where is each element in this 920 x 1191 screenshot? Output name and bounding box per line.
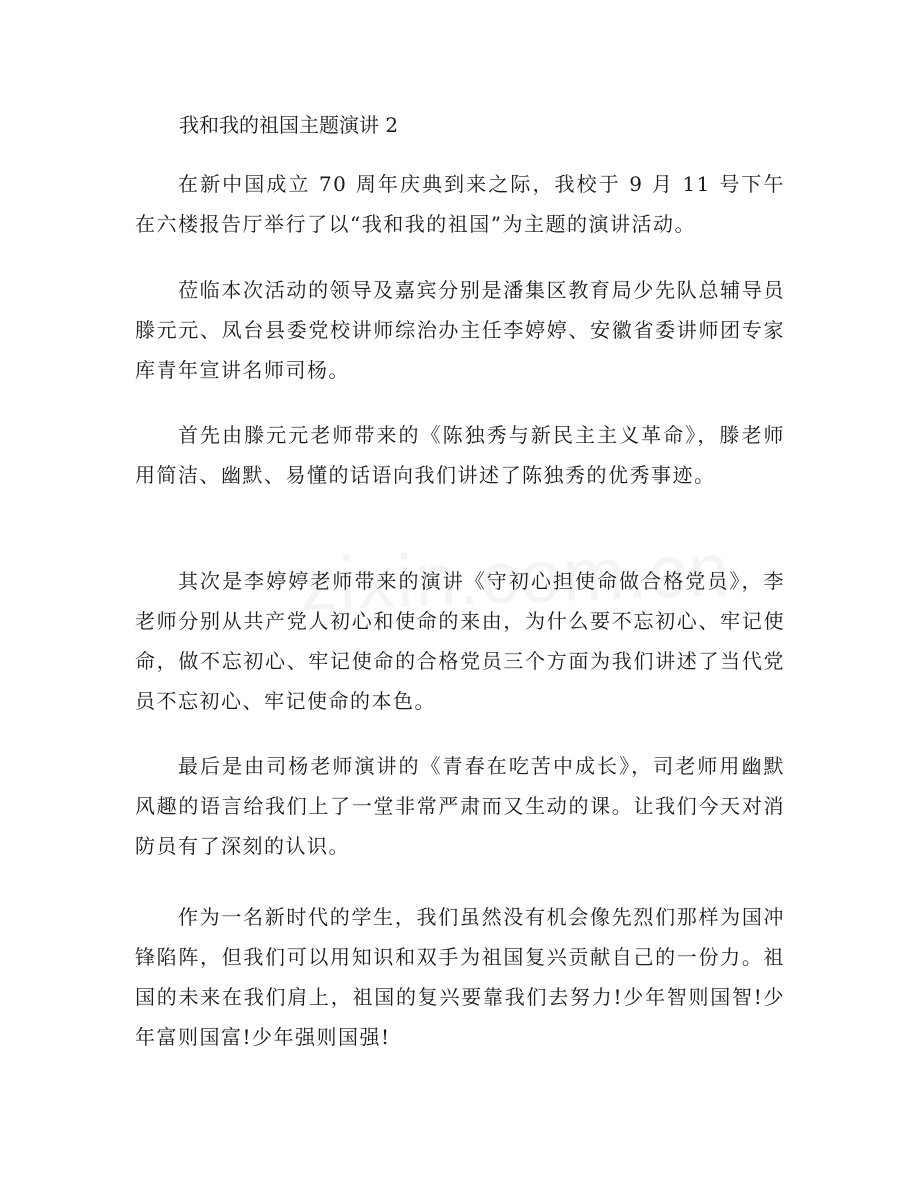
document-title: 我和我的祖国主题演讲 2 [179,113,399,137]
paragraph-conclusion: 作为一名新时代的学生，我们虽然没有机会像先烈们那样为国冲锋陷阵，但我们可以用知识和双手为祖国复兴贡献自己的一份力。祖国的未来在我们肩上，祖国的复兴要靠我们去努力!少年智则国智!少年富则国富!少年强则国强! [135,905,785,1049]
paragraph-intro: 在新中国成立 70 周年庆典到来之际，我校于 9 月 11 号下午在六楼报告厅举行了以“我和我的祖国”为主题的演讲活动。 [135,172,785,236]
paragraph-first-speech: 首先由滕元元老师带来的《陈独秀与新民主主义革命》，滕老师用简洁、幽默、易懂的话语向我们讲述了陈独秀的优秀事迹。 [135,423,785,487]
paragraph-second-speech: 其次是李婷婷老师带来的演讲《守初心担使命做合格党员》，李老师分别从共产党人初心和使命的来由，为什么要不忘初心、牢记使命，做不忘初心、牢记使命的合格党员三个方面为我们讲述了当代党员不忘初心、牢记使命的本色。 [135,569,785,713]
paragraph-guests: 莅临本次活动的领导及嘉宾分别是潘集区教育局少先队总辅导员滕元元、凤台县委党校讲师综治办主任李婷婷、安徽省委讲师团专家库青年宣讲名师司杨。 [135,278,785,382]
paragraph-third-speech: 最后是由司杨老师演讲的《青春在吃苦中成长》，司老师用幽默风趣的语言给我们上了一堂非常严肃而又生动的课。让我们今天对消防员有了深刻的认识。 [135,754,785,858]
